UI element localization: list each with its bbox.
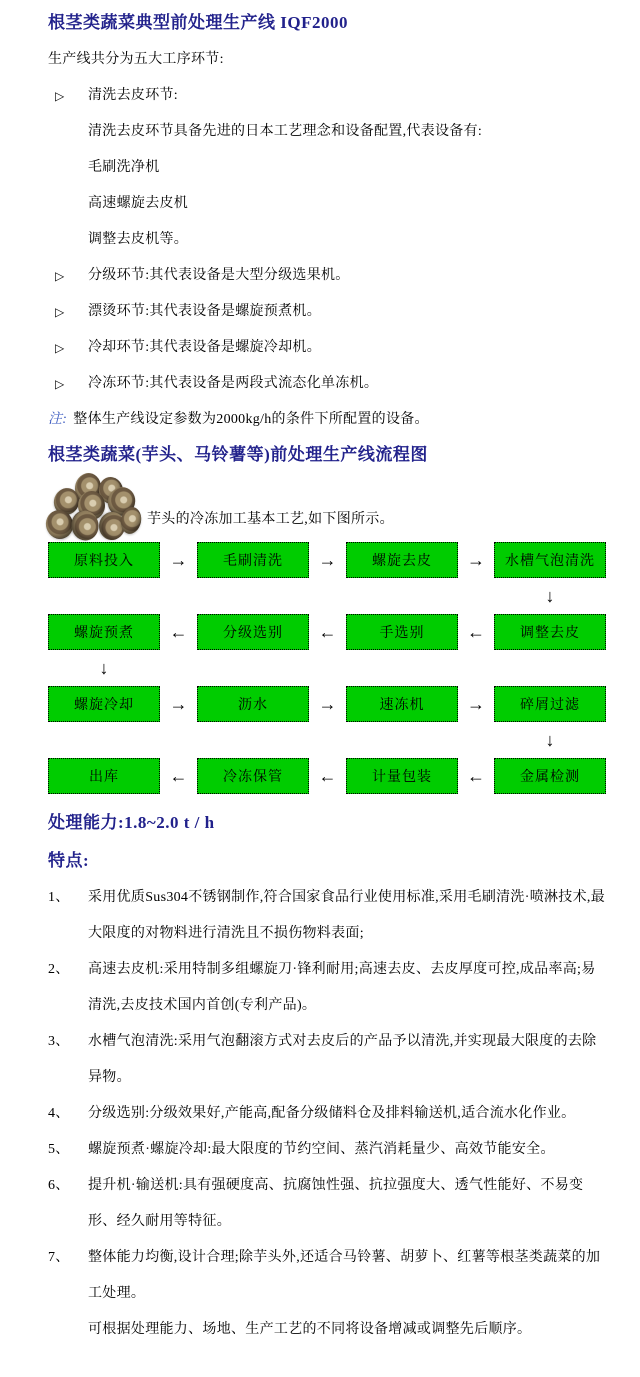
feature-number: 2、 <box>48 962 70 977</box>
flow-box: 碎屑过滤 <box>494 686 606 722</box>
feature-item <box>48 1168 606 1240</box>
triangle-bullet-icon: ▷ <box>55 269 65 283</box>
arrow-left-icon: ← <box>169 621 188 642</box>
flow-row-1 <box>48 542 606 578</box>
flow-box: 出库 <box>48 758 160 794</box>
feature-text: 可根据处理能力、场地、生产工艺的不同将设备增减或调整先后顺序。 <box>88 1322 532 1337</box>
feature-text: 分级选别:分级效果好,产能高,配备分级储料仓及排料输送机,适合流水化作业。 <box>88 1106 576 1121</box>
arrow-left-icon: ← <box>467 621 485 642</box>
arrow-right-icon: → <box>169 693 188 714</box>
triangle-bullet-icon: ▷ <box>55 341 65 355</box>
feature-text: 水槽气泡清洗:采用气泡翻滚方式对去皮后的产品予以清洗,并实现最大限度的去除异物。 <box>88 1034 597 1085</box>
bullet-label: 冷却环节:其代表设备是螺旋冷却机。 <box>88 340 321 355</box>
bullet-item-cooling <box>48 330 606 366</box>
arrow-down-icon: ↓ <box>545 729 555 750</box>
arrow-left-icon: ← <box>169 765 188 786</box>
sub-line: 调整去皮机等。 <box>88 232 189 247</box>
arrow-right-icon: → <box>318 693 337 714</box>
flow-connector-row <box>48 650 606 686</box>
flowchart-caption: 芋头的冷冻加工基本工艺,如下图所示。 <box>147 512 394 527</box>
bullet-label: 分级环节:其代表设备是大型分级选果机。 <box>88 268 350 283</box>
bullet-label: 冷冻环节:其代表设备是两段式流态化单冻机。 <box>88 376 379 391</box>
arrow-down-icon: ↓ <box>545 585 555 606</box>
flow-box: 原料投入 <box>48 542 160 578</box>
flow-box: 螺旋去皮 <box>346 542 458 578</box>
arrow-right-icon: → <box>467 549 485 570</box>
feature-number: 1、 <box>48 890 70 905</box>
flow-box: 计量包装 <box>346 758 458 794</box>
flow-box: 分级选别 <box>197 614 309 650</box>
feature-item <box>48 952 606 1024</box>
flow-box: 金属检测 <box>494 758 606 794</box>
flowchart-heading: 根茎类蔬菜(芋头、马铃薯等)前处理生产线流程图 <box>48 445 428 464</box>
feature-item <box>48 1132 606 1168</box>
intro-line: 生产线共分为五大工序环节: <box>48 52 224 67</box>
feature-number: 4、 <box>48 1106 70 1121</box>
note-prefix: 注: <box>48 412 68 427</box>
sub-line: 清洗去皮环节具备先进的日本工艺理念和设备配置,代表设备有: <box>88 124 483 139</box>
flow-box: 沥水 <box>197 686 309 722</box>
feature-number: 3、 <box>48 1034 70 1049</box>
arrow-down-icon: ↓ <box>99 657 109 678</box>
bullet-item-blanching <box>48 294 606 330</box>
features-list <box>48 880 606 1348</box>
flowchart-intro-row <box>45 472 606 540</box>
arrow-right-icon: → <box>318 549 337 570</box>
bullet-item-freezing <box>48 366 606 402</box>
feature-text: 高速去皮机:采用特制多组螺旋刀·锋利耐用;高速去皮、去皮厚度可控,成品率高;易清洗,去皮技术国内首创(专利产品)。 <box>88 962 596 1013</box>
capacity-heading: 处理能力:1.8~2.0 t / h <box>48 813 215 832</box>
flow-box: 速冻机 <box>346 686 458 722</box>
feature-number: 7、 <box>48 1250 70 1265</box>
feature-item <box>48 880 606 952</box>
process-flowchart <box>48 542 606 794</box>
feature-item <box>48 1096 606 1132</box>
triangle-bullet-icon: ▷ <box>55 377 65 391</box>
bullet-item-grading <box>48 258 606 294</box>
note-text: 整体生产线设定参数为2000kg/h的条件下所配置的设备。 <box>73 412 429 427</box>
arrow-left-icon: ← <box>318 621 337 642</box>
page-title: 根茎类蔬菜典型前处理生产线 IQF2000 <box>48 13 348 32</box>
flow-connector-row <box>48 578 606 614</box>
flow-box: 螺旋冷却 <box>48 686 160 722</box>
bullet-label: 漂烫环节:其代表设备是螺旋预煮机。 <box>88 304 321 319</box>
feature-text: 整体能力均衡,设计合理;除芋头外,还适合马铃薯、胡萝卜、红薯等根茎类蔬菜的加工处理。 <box>88 1250 601 1301</box>
note-line <box>48 402 606 438</box>
feature-text: 螺旋预煮·螺旋冷却:最大限度的节约空间、蒸汽消耗量少、高效节能安全。 <box>88 1142 555 1157</box>
triangle-bullet-icon: ▷ <box>55 305 65 319</box>
sub-line: 高速螺旋去皮机 <box>88 196 189 211</box>
flow-row-2 <box>48 614 606 650</box>
bullet-item-cleaning-peeling <box>48 78 606 114</box>
feature-text: 提升机·输送机:具有强硬度高、抗腐蚀性强、抗拉强度大、透气性能好、不易变形、经久耐用等特征。 <box>88 1178 584 1229</box>
feature-extra-line <box>48 1312 606 1348</box>
flow-box: 手选别 <box>346 614 458 650</box>
flow-box: 螺旋预煮 <box>48 614 160 650</box>
arrow-left-icon: ← <box>318 765 337 786</box>
flow-connector-row <box>48 722 606 758</box>
sub-line: 毛刷洗净机 <box>88 160 160 175</box>
bullet-label: 清洗去皮环节: <box>88 88 178 103</box>
feature-number: 5、 <box>48 1142 70 1157</box>
feature-number: 6、 <box>48 1178 70 1193</box>
arrow-right-icon: → <box>169 549 188 570</box>
features-heading: 特点: <box>48 851 90 870</box>
flow-box: 水槽气泡清洗 <box>494 542 606 578</box>
triangle-bullet-icon: ▷ <box>55 89 65 103</box>
flow-box: 调整去皮 <box>494 614 606 650</box>
flow-box: 冷冻保管 <box>197 758 309 794</box>
feature-text: 采用优质Sus304不锈钢制作,符合国家食品行业使用标准,采用毛刷清洗·喷淋技术,最大限度的对物料进行清洗且不损伤物料表面; <box>88 890 605 941</box>
feature-item <box>48 1024 606 1096</box>
taro-photo <box>45 472 141 540</box>
feature-item <box>48 1240 606 1312</box>
arrow-left-icon: ← <box>467 765 485 786</box>
arrow-right-icon: → <box>467 693 485 714</box>
flow-box: 毛刷清洗 <box>197 542 309 578</box>
flow-row-4 <box>48 758 606 794</box>
flow-row-3 <box>48 686 606 722</box>
